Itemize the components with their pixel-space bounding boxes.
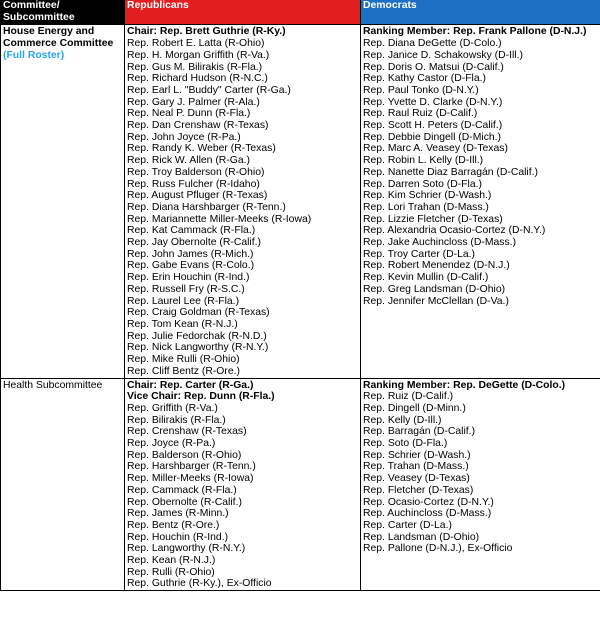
- democrat-member: Rep. Barragán (D-Calif.): [363, 426, 476, 438]
- republican-member: Rep. Richard Hudson (R-N.C.): [127, 73, 268, 85]
- republican-member: Rep. Cliff Bentz (R-Ore.): [127, 365, 240, 377]
- republican-member: Rep. Tom Kean (R-N.J.): [127, 318, 238, 330]
- republican-member: Rep. Troy Balderson (R-Ohio): [127, 166, 265, 178]
- republican-member: Rep. Rick W. Allen (R-Ga.): [127, 155, 250, 167]
- democrat-member: Rep. Jennifer McClellan (D-Va.): [363, 295, 509, 307]
- republican-members-cell: [125, 378, 361, 591]
- committee-row: [1, 378, 600, 591]
- democrat-member: Rep. Kim Schrier (D-Wash.): [363, 190, 492, 202]
- democrat-member: Rep. Ruiz (D-Calif.): [363, 391, 454, 403]
- republican-member: Rep. Mariannette Miller-Meeks (R-Iowa): [127, 213, 312, 225]
- republican-member: Rep. Bentz (R-Ore.): [127, 519, 220, 531]
- republican-member: Rep. H. Morgan Griffith (R-Va.): [127, 49, 270, 61]
- republican-member: Rep. Gus M. Bilirakis (R-Fla.): [127, 61, 263, 73]
- republican-member: Rep. Nick Langworthy (R-N.Y.): [127, 342, 269, 354]
- democrat-leader: Ranking Member: Rep. Frank Pallone (D-N.J.): [363, 26, 587, 38]
- roster-body: [1, 25, 600, 591]
- democrat-member: Rep. Schrier (D-Wash.): [363, 449, 471, 461]
- democrat-member: Rep. Doris O. Matsui (D-Calif.): [363, 61, 504, 73]
- republican-member: Rep. Gabe Evans (R-Colo.): [127, 260, 255, 272]
- republican-member: Rep. August Pfluger (R-Texas): [127, 190, 268, 202]
- democrat-member: Rep. Alexandria Ocasio-Cortez (D-N.Y.): [363, 225, 546, 237]
- republican-member: Rep. Diana Harshbarger (R-Tenn.): [127, 201, 286, 213]
- committee-name-cell: [1, 378, 125, 591]
- republican-member: Rep. Joyce (R-Pa.): [127, 438, 216, 450]
- democrat-members-cell: [361, 25, 600, 378]
- republican-member: Rep. Mike Rulli (R-Ohio): [127, 354, 240, 366]
- democrat-member: Rep. Janice D. Schakowsky (D-Ill.): [363, 49, 523, 61]
- republican-member: Rep. Harshbarger (R-Tenn.): [127, 461, 256, 473]
- democrat-member: Rep. Veasey (D-Texas): [363, 473, 470, 485]
- republican-member: Rep. Dan Crenshaw (R-Texas): [127, 120, 269, 132]
- republican-leader: Chair: Rep. Brett Guthrie (R-Ky.): [127, 26, 286, 38]
- democrat-member: Rep. Troy Carter (D-La.): [363, 248, 476, 260]
- democrat-member: Rep. Trahan (D-Mass.): [363, 461, 469, 473]
- democrat-member: Rep. Nanette Diaz Barragán (D-Calif.): [363, 166, 538, 178]
- committee-row: [1, 25, 600, 378]
- republican-member: Rep. Neal P. Dunn (R-Fla.): [127, 108, 251, 120]
- democrat-member: Rep. Lizzie Fletcher (D-Texas): [363, 213, 503, 225]
- committee-name: Health Subcommittee: [3, 379, 103, 391]
- header-democrats: Democrats: [361, 0, 600, 25]
- header-row: [1, 0, 600, 25]
- democrat-member: Rep. Diana DeGette (D-Colo.): [363, 38, 502, 50]
- democrat-member: Rep. Kevin Mullin (D-Calif.): [363, 272, 489, 284]
- democrat-member: Rep. Paul Tonko (D-N.Y.): [363, 84, 479, 96]
- full-roster-link[interactable]: (Full Roster): [3, 49, 65, 61]
- republican-member: Rep. Jay Obernolte (R-Calif.): [127, 237, 261, 249]
- democrat-member: Rep. Fletcher (D-Texas): [363, 484, 474, 496]
- republican-leader: Chair: Rep. Carter (R-Ga.): [127, 379, 254, 391]
- republican-member: Rep. Obernolte (R-Calif.): [127, 496, 242, 508]
- header-republicans: Republicans: [125, 0, 361, 25]
- republican-member: Rep. Griffith (R-Va.): [127, 402, 218, 414]
- republican-member: Rep. Miller-Meeks (R-Iowa): [127, 473, 254, 485]
- republican-member: Rep. Kean (R-N.J.): [127, 555, 216, 567]
- republican-member: Rep. Langworthy (R-N.Y.): [127, 543, 246, 555]
- democrat-member: Rep. Landsman (D-Ohio): [363, 531, 480, 543]
- democrat-member: Rep. Ocasio-Cortez (D-N.Y.): [363, 496, 494, 508]
- republican-member: Rep. Rulli (R-Ohio): [127, 566, 215, 578]
- democrat-member: Rep. Carter (D-La.): [363, 519, 452, 531]
- republican-member: Rep. Balderson (R-Ohio): [127, 449, 242, 461]
- republican-member: Rep. Guthrie (R-Ky.), Ex-Officio: [127, 578, 272, 590]
- democrat-member: Rep. Marc A. Veasey (D-Texas): [363, 143, 508, 155]
- republican-member: Rep. Houchin (R-Ind.): [127, 531, 229, 543]
- democrat-member: Rep. Kathy Castor (D-Fla.): [363, 73, 486, 85]
- republican-member: Rep. Erin Houchin (R-Ind.): [127, 272, 250, 284]
- committee-name-cell: [1, 25, 125, 378]
- republican-member: Rep. Earl L. "Buddy" Carter (R-Ga.): [127, 84, 291, 96]
- republican-member: Rep. Randy K. Weber (R-Texas): [127, 143, 276, 155]
- committee-name: House Energy and Commerce Committee: [3, 26, 114, 50]
- democrat-member: Rep. Soto (D-Fla.): [363, 438, 448, 450]
- republican-member: Rep. Russell Fry (R-S.C.): [127, 283, 245, 295]
- header-committee: Committee/ Subcommittee: [1, 0, 125, 25]
- republican-member: Rep. John James (R-Mich.): [127, 248, 254, 260]
- republican-member: Rep. Julie Fedorchak (R-N.D.): [127, 330, 267, 342]
- republican-member: Rep. Crenshaw (R-Texas): [127, 426, 247, 438]
- republican-member: Rep. John Joyce (R-Pa.): [127, 131, 241, 143]
- democrat-member: Rep. Darren Soto (D-Fla.): [363, 178, 482, 190]
- republican-member: Rep. Cammack (R-Fla.): [127, 484, 237, 496]
- democrat-members-cell: [361, 378, 600, 591]
- democrat-member: Rep. Lori Trahan (D-Mass.): [363, 201, 489, 213]
- republican-member: Rep. Gary J. Palmer (R-Ala.): [127, 96, 260, 108]
- democrat-member: Rep. Raul Ruiz (D-Calif.): [363, 108, 478, 120]
- democrat-member: Rep. Robert Menendez (D-N.J.): [363, 260, 510, 272]
- democrat-member: Rep. Auchincloss (D-Mass.): [363, 508, 492, 520]
- republican-member: Rep. Kat Cammack (R-Fla.): [127, 225, 256, 237]
- democrat-member: Rep. Kelly (D-Ill.): [363, 414, 442, 426]
- democrat-member: Rep. Greg Landsman (D-Ohio): [363, 283, 506, 295]
- democrat-member: Rep. Jake Auchincloss (D-Mass.): [363, 237, 517, 249]
- democrat-member: Rep. Debbie Dingell (D-Mich.): [363, 131, 502, 143]
- democrat-member: Rep. Robin L. Kelly (D-Ill.): [363, 155, 484, 167]
- republican-member: Rep. Bilirakis (R-Fla.): [127, 414, 226, 426]
- republican-member: Rep. Robert E. Latta (R-Ohio): [127, 38, 265, 50]
- democrat-leader: Ranking Member: Rep. DeGette (D-Colo.): [363, 379, 566, 391]
- republican-members-cell: [125, 25, 361, 378]
- republican-member: Rep. Craig Goldman (R-Texas): [127, 307, 270, 319]
- republican-member: Rep. James (R-Minn.): [127, 508, 229, 520]
- democrat-member: Rep. Yvette D. Clarke (D-N.Y.): [363, 96, 503, 108]
- republican-member: Rep. Russ Fulcher (R-Idaho): [127, 178, 260, 190]
- democrat-member: Rep. Pallone (D-N.J.), Ex-Officio: [363, 543, 513, 555]
- democrat-member: Rep. Dingell (D-Minn.): [363, 402, 466, 414]
- republican-member: Rep. Laurel Lee (R-Fla.): [127, 295, 240, 307]
- republican-leader: Vice Chair: Rep. Dunn (R-Fla.): [127, 391, 275, 403]
- democrat-member: Rep. Scott H. Peters (D-Calif.): [363, 120, 503, 132]
